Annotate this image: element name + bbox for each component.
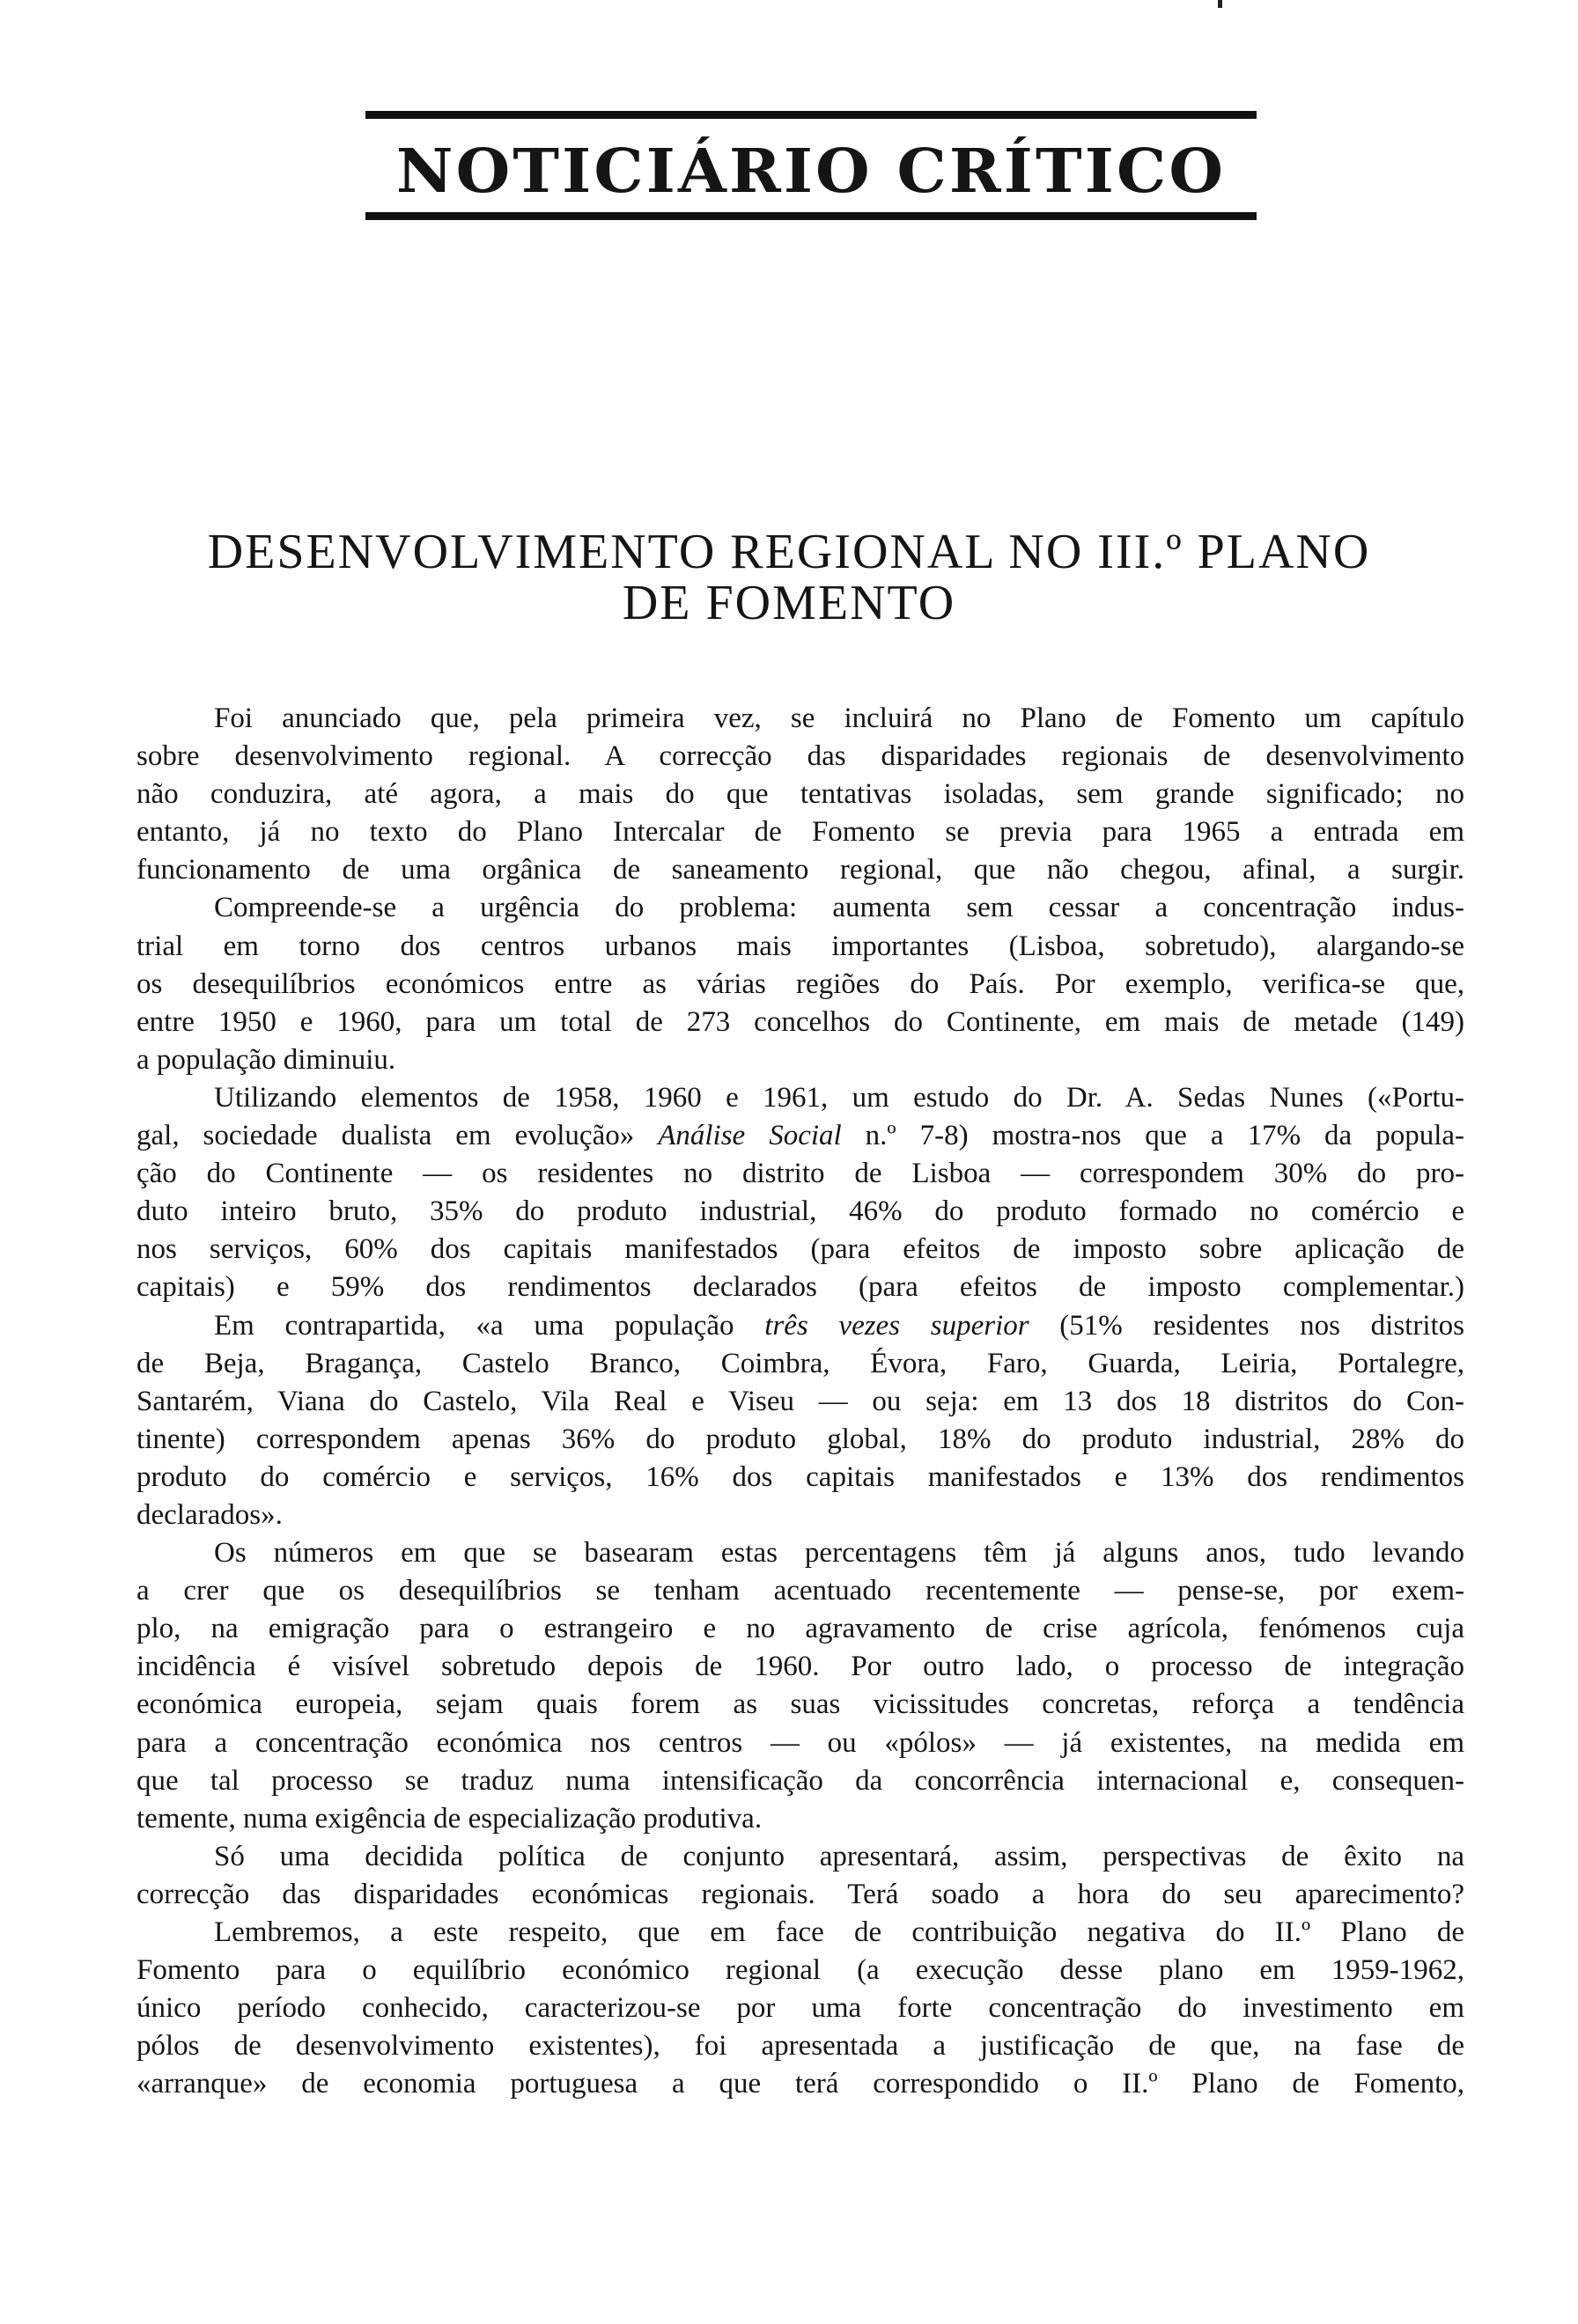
text-line: plo, na emigração para o estrangeiro e no agravamento de crise agrícola, fenómenos cuja [136, 1613, 1464, 1645]
text-line: correcção das disparidades económicas regionais. Terá soado a hora do seu aparecimento? [136, 1878, 1464, 1910]
journal-title: Análise Social [658, 1120, 842, 1152]
text-line: de Beja, Bragança, Castelo Branco, Coimbra, Évora, Faro, Guarda, Leiria, Portalegre, [136, 1347, 1464, 1379]
text-line: Lembremos, a este respeito, que em face de contribuição negativa do II.º Plano de [214, 1916, 1464, 1948]
article-body [136, 700, 1464, 2103]
text-line: Fomento para o equilíbrio económico regional (a execução desse plano em 1959-1962, [136, 1954, 1464, 1987]
section-masthead [365, 111, 1257, 220]
text-line: sobre desenvolvimento regional. A correcção das disparidades regionais de desenvolvimento [136, 740, 1464, 773]
text-line: Compreende-se a urgência do problema: aumenta sem cessar a concentração indus- [214, 892, 1464, 924]
text-line: único período conhecido, caracterizou-se por uma forte concentração do investimento em [136, 1992, 1464, 2025]
text-line: tinente) correspondem apenas 36% do produto global, 18% do produto industrial, 28% do [136, 1423, 1464, 1455]
text-line: a crer que os desequilíbrios se tenham acentuado recentemente — pense-se, por exem- [136, 1575, 1464, 1607]
paragraph-3 [136, 1079, 1464, 1307]
text-line: Utilizando elementos de 1958, 1960 e 1961, um estudo do Dr. A. Sedas Nunes («Portu- [214, 1081, 1464, 1114]
text-line [136, 1117, 1464, 1155]
text-line: não conduzira, até agora, a mais do que tentativas isoladas, sem grande significado; no [136, 778, 1464, 811]
article-title-line-2: DE FOMENTO [622, 576, 956, 630]
text-line: ção do Continente — os residentes no distrito de Lisboa — correspondem 30% do pro- [136, 1158, 1464, 1190]
text-line: pólos de desenvolvimento existentes), foi apresentada a justificação de que, na fase de [136, 2030, 1464, 2063]
paragraph-4 [136, 1307, 1464, 1535]
paragraph-2 [136, 889, 1464, 1078]
text-run: (51% residentes nos distritos [1029, 1309, 1465, 1342]
text-line: incidência é visível sobretudo depois de 1960. Por outro lado, o processo de integração [136, 1651, 1464, 1683]
text-line: entanto, já no texto do Plano Intercalar de Fomento se previa para 1965 a entrada em [136, 816, 1464, 849]
text-line: duto inteiro bruto, 35% do produto industrial, 46% do produto formado no comércio e [136, 1195, 1464, 1228]
text-line: trial em torno dos centros urbanos mais importantes (Lisboa, sobretudo), alargando-se [136, 930, 1464, 962]
text-line: funcionamento de uma orgânica de saneamento regional, que não chegou, afinal, a surgir. [136, 854, 1464, 886]
masthead-bottom-rule [365, 212, 1257, 220]
text-line: económica europeia, sejam quais forem as suas vicissitudes concretas, reforça a tendência [136, 1688, 1464, 1721]
text-line: temente, numa exigência de especialização produtiva. [136, 1802, 763, 1835]
masthead-title: NOTICIÁRIO CRÍTICO [395, 136, 1227, 207]
text-line: Santarém, Viana do Castelo, Vila Real e Viseu — ou seja: em 13 dos 18 distritos do Con- [136, 1385, 1464, 1417]
text-line: «arranque» de economia portuguesa a que terá correspondido o II.º Plano de Fomento, [136, 2068, 1464, 2100]
text-line: capitais) e 59% dos rendimentos declarados (para efeitos de imposto complementar.) [136, 1271, 1464, 1304]
text-line: nos serviços, 60% dos capitais manifestados (para efeitos de imposto sobre aplicação de [136, 1233, 1464, 1266]
corner-mark [1218, 0, 1222, 8]
text-line: produto do comércio e serviços, 16% dos capitais manifestados e 13% dos rendimentos [136, 1460, 1464, 1493]
paragraph-6 [136, 1838, 1464, 1914]
article-title [141, 526, 1437, 629]
paragraph-7 [136, 1914, 1464, 2103]
article-title-line-1: DESENVOLVIMENTO REGIONAL NO III.º PLANO [207, 525, 1371, 579]
text-line: os desequilíbrios económicos entre as várias regiões do País. Por exemplo, verifica-se que, [136, 967, 1464, 1000]
paragraph-1 [136, 700, 1464, 889]
text-line: entre 1950 e 1960, para um total de 273 concelhos do Continente, em mais de metade (149) [136, 1005, 1464, 1038]
text-line: para a concentração económica nos centros — ou «pólos» — já existentes, na medida em [136, 1726, 1464, 1759]
paragraph-5 [136, 1534, 1464, 1838]
text-line: a população diminuiu. [136, 1043, 396, 1076]
masthead-top-rule [365, 111, 1257, 119]
text-line: que tal processo se traduz numa intensificação da concorrência internacional e, consequen- [136, 1764, 1464, 1797]
text-run: gal, sociedade dualista em evolução» [136, 1120, 659, 1152]
text-line: Foi anunciado que, pela primeira vez, se incluirá no Plano de Fomento um capítulo [214, 702, 1464, 734]
text-run: n.º 7-8) mostra-nos que a 17% da popula- [841, 1120, 1465, 1152]
text-line: Os números em que se basearam estas percentagens têm já alguns anos, tudo levando [214, 1537, 1464, 1570]
text-run: Em contrapartida, «a uma população [214, 1309, 765, 1342]
text-line: declarados». [136, 1498, 283, 1531]
text-line: Só uma decidida política de conjunto apresentará, assim, perspectivas de êxito na [214, 1840, 1464, 1872]
text-line [136, 1307, 1464, 1345]
emphasis-text: três vezes superior [764, 1309, 1029, 1342]
